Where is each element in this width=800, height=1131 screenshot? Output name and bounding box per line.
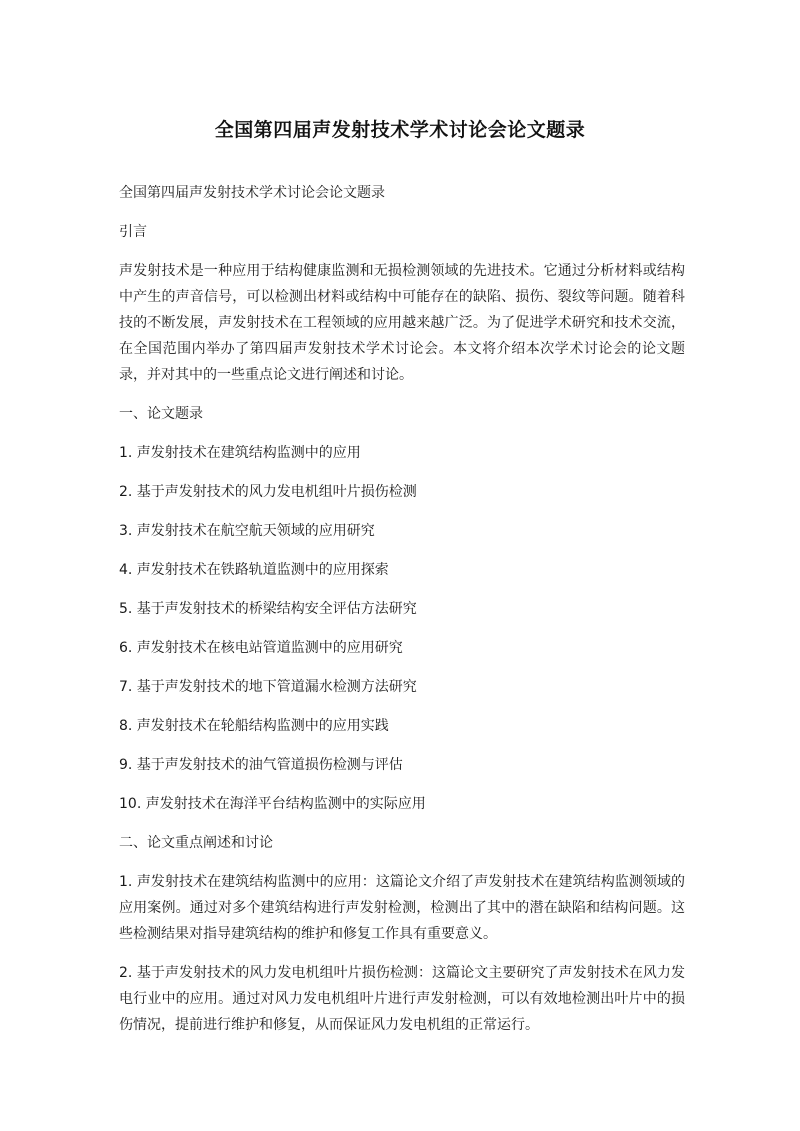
discussion-paragraph: 2. 基于声发射技术的风力发电机组叶片损伤检测：这篇论文主要研究了声发射技术在风力发电行业中的应用。通过对风力发电机组叶片进行声发射检测，可以有效地检测出叶片中的损伤情况，提前进行维护和修复，从而保证风力发电机组的正常运行。 xyxy=(119,965,685,1033)
intro-paragraph: 声发射技术是一种应用于结构健康监测和无损检测领域的先进技术。它通过分析材料或结构中产生的声音信号，可以检测出材料或结构中可能存在的缺陷、损伤、裂纹等问题。随着科技的不断发展，声发射技术在工程领域的应用越来越广泛。为了促进学术研究和技术交流，在全国范围内举办了第四届声发射技术学术讨论会。本文将介绍本次学术讨论会的论文题录，并对其中的一些重点论文进行阐述和讨论。 xyxy=(119,263,685,383)
intro-heading: 引言 xyxy=(119,224,147,240)
toc-item: 10. 声发射技术在海洋平台结构监测中的实际应用 xyxy=(119,796,426,812)
section-toc-heading: 一、论文题录 xyxy=(119,406,203,422)
toc-item: 1. 声发射技术在建筑结构监测中的应用 xyxy=(119,445,361,461)
document-subtitle: 全国第四届声发射技术学术讨论会论文题录 xyxy=(119,185,385,201)
toc-item: 3. 声发射技术在航空航天领域的应用研究 xyxy=(119,523,375,539)
toc-item: 7. 基于声发射技术的地下管道漏水检测方法研究 xyxy=(119,679,417,695)
document-body xyxy=(119,180,685,1051)
toc-item: 4. 声发射技术在铁路轨道监测中的应用探索 xyxy=(119,562,389,578)
toc-item: 9. 基于声发射技术的油气管道损伤检测与评估 xyxy=(119,757,403,773)
document-title: 全国第四届声发射技术学术讨论会论文题录 xyxy=(214,119,586,141)
toc-item: 5. 基于声发射技术的桥梁结构安全评估方法研究 xyxy=(119,601,417,617)
toc-item: 8. 声发射技术在轮船结构监测中的应用实践 xyxy=(119,718,389,734)
toc-item: 6. 声发射技术在核电站管道监测中的应用研究 xyxy=(119,640,403,656)
section-discussion-heading: 二、论文重点阐述和讨论 xyxy=(119,835,273,851)
discussion-paragraph: 1. 声发射技术在建筑结构监测中的应用：这篇论文介绍了声发射技术在建筑结构监测领域的应用案例。通过对多个建筑结构进行声发射检测，检测出了其中的潜在缺陷和结构问题。这些检测结果对指导建筑结构的维护和修复工作具有重要意义。 xyxy=(119,874,685,942)
toc-item: 2. 基于声发射技术的风力发电机组叶片损伤检测 xyxy=(119,484,417,500)
